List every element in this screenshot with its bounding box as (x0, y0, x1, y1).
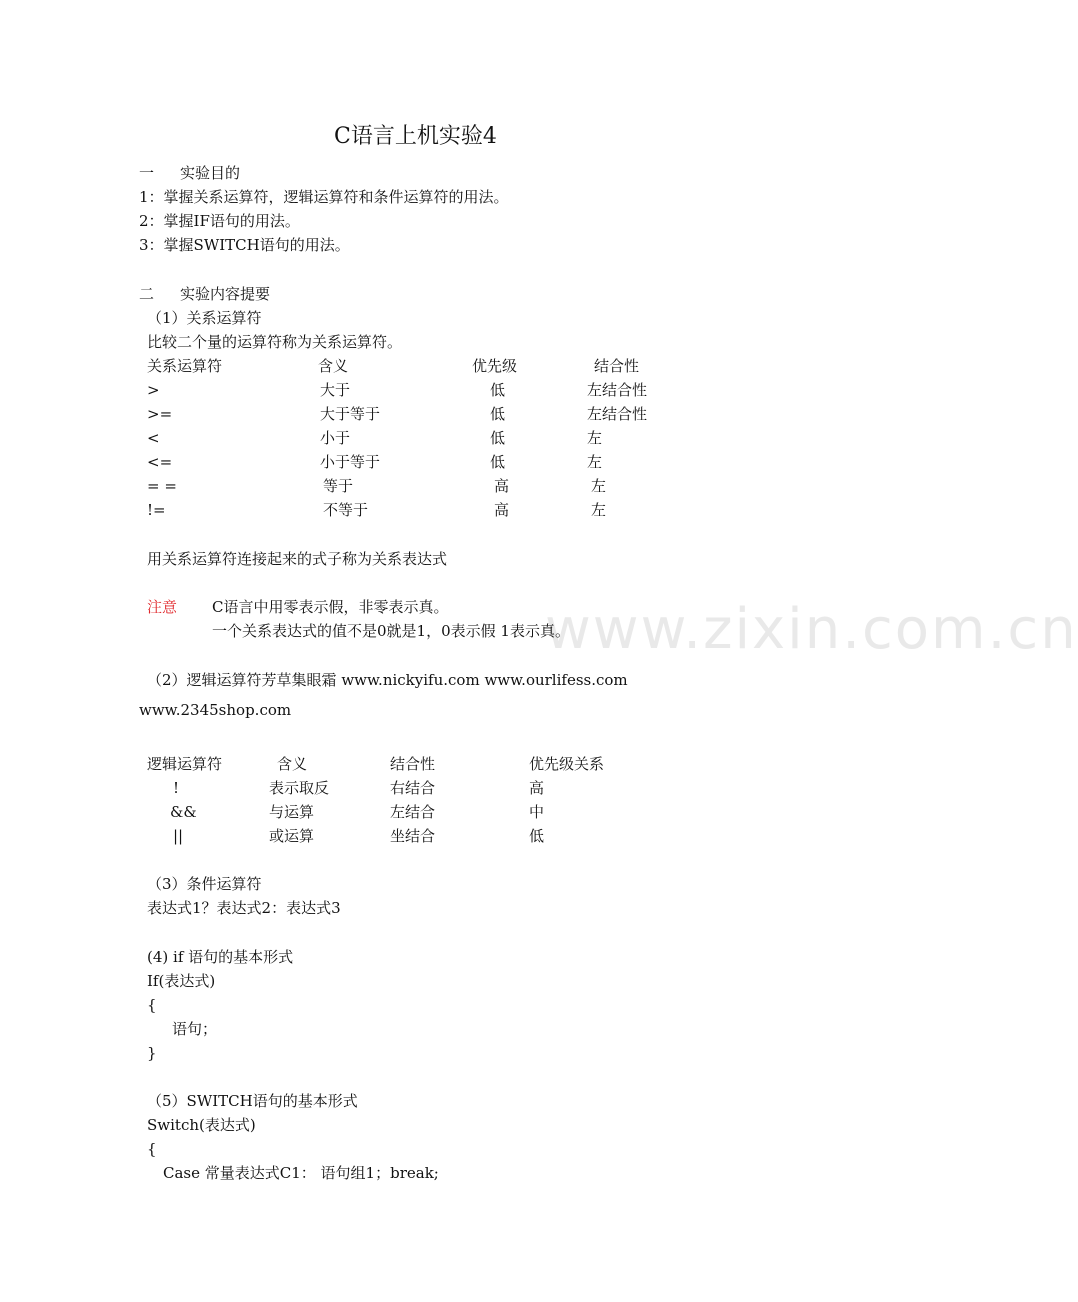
logical-header: 逻辑运算符 (147, 755, 223, 773)
conditional-subheading: （3）条件运算符 (147, 875, 262, 893)
logical-cell: 表示取反 (269, 779, 330, 797)
relational-cell: < (147, 429, 160, 447)
relational-subheading: （1）关系运算符 (147, 309, 262, 327)
relational-header: 含义 (318, 357, 349, 375)
relational-cell: 小于 (320, 429, 351, 447)
code-line: Switch(表达式) (147, 1116, 256, 1134)
relational-cell: 大于等于 (320, 405, 381, 423)
relational-cell: 低 (490, 405, 506, 423)
logical-cell: 左结合 (390, 803, 436, 821)
logical-cell: 高 (529, 779, 545, 797)
relational-intro: 比较二个量的运算符称为关系运算符。 (147, 333, 403, 351)
if-subheading: (4) if 语句的基本形式 (147, 948, 294, 966)
relational-header: 优先级 (472, 357, 518, 375)
logical-cell: || (173, 827, 184, 845)
relational-cell: 大于 (320, 381, 351, 399)
relational-header: 结合性 (594, 357, 640, 375)
code-line: 语句； (172, 1020, 218, 1038)
logical-subheading: （2）逻辑运算符芳草集眼霜 www.nickyifu.com www.ourlifess.com (147, 671, 628, 689)
section1-heading: 实验目的 (180, 164, 241, 182)
section2-number: 二 (139, 285, 155, 303)
relational-cell: 低 (490, 429, 506, 447)
relational-cell: 左结合性 (587, 405, 648, 423)
page-title: C语言上机实验4 (334, 124, 497, 149)
section2-heading: 实验内容提要 (180, 285, 271, 303)
relational-header: 关系运算符 (147, 357, 223, 375)
code-line: { (147, 1140, 157, 1158)
relational-cell: > (147, 381, 160, 399)
relational-cell: >= (147, 405, 173, 423)
relational-cell: 不等于 (323, 501, 369, 519)
relational-cell: 低 (490, 381, 506, 399)
relational-cell: = = (147, 477, 177, 495)
logical-header: 结合性 (390, 755, 436, 773)
relational-cell: 左结合性 (587, 381, 648, 399)
relational-cell: 左 (587, 429, 603, 447)
relational-cell: <= (147, 453, 173, 471)
section1-item: 1：掌握关系运算符，逻辑运算符和条件运算符的用法。 (139, 188, 509, 206)
relational-summary: 用关系运算符连接起来的式子称为关系表达式 (147, 550, 448, 568)
relational-cell: != (147, 501, 166, 519)
logical-cell: 右结合 (390, 779, 436, 797)
relational-cell: 左 (591, 477, 607, 495)
code-line: If(表达式) (147, 972, 216, 990)
watermark: www.zixin.com.cn (545, 597, 1078, 662)
section1-item: 2：掌握IF语句的用法。 (139, 212, 300, 230)
relational-cell: 等于 (323, 477, 354, 495)
relational-cell: 低 (490, 453, 506, 471)
relational-cell: 高 (494, 501, 510, 519)
logical-cell: 或运算 (269, 827, 315, 845)
logical-subheading-continued: www.2345shop.com (139, 701, 292, 719)
relational-cell: 小于等于 (320, 453, 381, 471)
logical-header: 含义 (277, 755, 308, 773)
logical-cell: && (170, 803, 197, 821)
relational-cell: 左 (591, 501, 607, 519)
logical-cell: 低 (529, 827, 545, 845)
logical-cell: ! (173, 779, 180, 797)
logical-cell: 坐结合 (390, 827, 436, 845)
section1-number: 一 (139, 164, 155, 182)
logical-cell: 与运算 (269, 803, 315, 821)
relational-cell: 左 (587, 453, 603, 471)
code-line: Case 常量表达式C1： 语句组1；break; (163, 1164, 439, 1182)
conditional-expression: 表达式1？表达式2：表达式3 (147, 899, 341, 917)
logical-cell: 中 (529, 803, 545, 821)
note-line: C语言中用零表示假，非零表示真。 (212, 598, 449, 616)
section1-item: 3：掌握SWITCH语句的用法。 (139, 236, 350, 254)
relational-cell: 高 (494, 477, 510, 495)
logical-header: 优先级关系 (529, 755, 605, 773)
code-line: } (147, 1044, 157, 1062)
note-line: 一个关系表达式的值不是0就是1，0表示假 1表示真。 (212, 622, 570, 640)
switch-subheading: （5）SWITCH语句的基本形式 (147, 1092, 358, 1110)
code-line: { (147, 996, 157, 1014)
note-label: 注意 (147, 598, 178, 616)
